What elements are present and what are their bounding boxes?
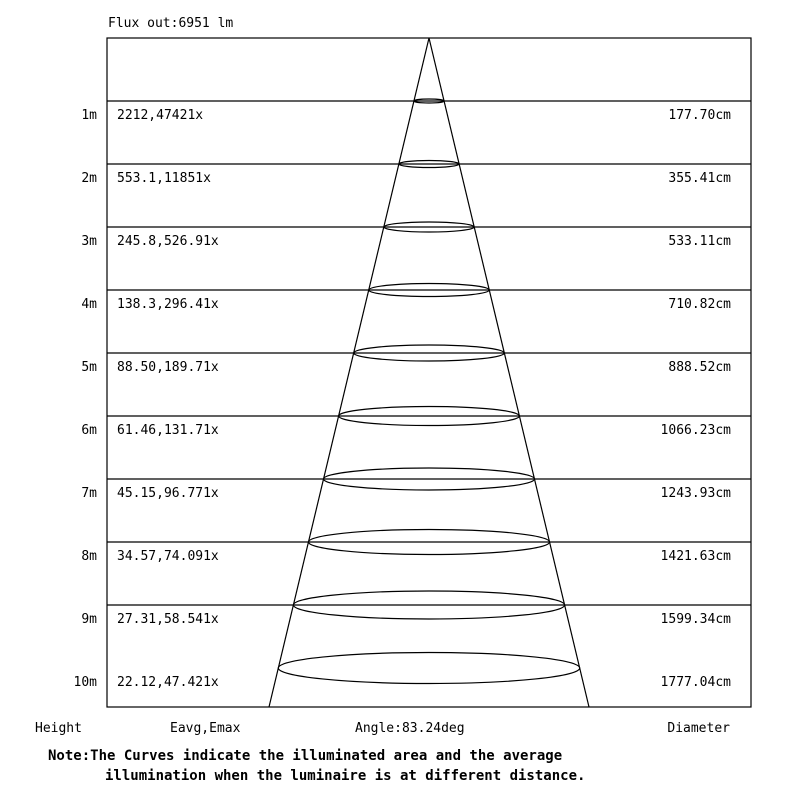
row-diameter-label: 888.52cm bbox=[668, 360, 731, 375]
row-diameter-label: 710.82cm bbox=[668, 297, 731, 312]
flux-label: Flux out:6951 lm bbox=[108, 16, 234, 31]
row-illuminance-label: 553.1,11851x bbox=[117, 171, 211, 186]
row-diameter-label: 1599.34cm bbox=[660, 612, 731, 627]
row-illuminance-label: 245.8,526.91x bbox=[117, 234, 219, 249]
row-height-label: 9m bbox=[81, 612, 97, 627]
beam-cross-sections bbox=[278, 99, 579, 684]
row-height-label: 6m bbox=[81, 423, 97, 438]
row-illuminance-label: 138.3,296.41x bbox=[117, 297, 219, 312]
height-axis-label: Height bbox=[35, 721, 82, 736]
note-line-2: illumination when the luminaire is at different distance. bbox=[105, 768, 586, 784]
beam-ellipse bbox=[278, 653, 579, 684]
row-illuminance-label: 34.57,74.091x bbox=[117, 549, 219, 564]
row-height-label: 10m bbox=[73, 675, 97, 690]
diameter-axis-label: Diameter bbox=[667, 721, 730, 736]
beam-angle-label: Angle:83.24deg bbox=[355, 721, 465, 736]
eavg-emax-label: Eavg,Emax bbox=[170, 721, 241, 736]
row-height-label: 4m bbox=[81, 297, 97, 312]
row-diameter-label: 1066.23cm bbox=[660, 423, 731, 438]
row-height-label: 8m bbox=[81, 549, 97, 564]
row-height-label: 3m bbox=[81, 234, 97, 249]
row-illuminance-label: 2212,47421x bbox=[117, 108, 204, 123]
row-diameter-label: 1421.63cm bbox=[660, 549, 731, 564]
row-illuminance-label: 27.31,58.541x bbox=[117, 612, 219, 627]
beam-edge-right bbox=[429, 38, 589, 707]
row-diameter-label: 1243.93cm bbox=[660, 486, 731, 501]
row-diameter-label: 355.41cm bbox=[668, 171, 731, 186]
row-height-label: 7m bbox=[81, 486, 97, 501]
row-illuminance-label: 88.50,189.71x bbox=[117, 360, 219, 375]
row-illuminance-label: 61.46,131.71x bbox=[117, 423, 219, 438]
beam-edge-left bbox=[269, 38, 429, 707]
row-diameter-label: 1777.04cm bbox=[660, 675, 731, 690]
row-height-label: 2m bbox=[81, 171, 97, 186]
row-height-label: 5m bbox=[81, 360, 97, 375]
row-labels bbox=[74, 108, 732, 690]
note-line-1: Note:The Curves indicate the illuminated area and the average bbox=[48, 748, 563, 764]
row-diameter-label: 533.11cm bbox=[668, 234, 731, 249]
row-height-label: 1m bbox=[81, 108, 97, 123]
row-illuminance-label: 22.12,47.421x bbox=[117, 675, 219, 690]
row-illuminance-label: 45.15,96.771x bbox=[117, 486, 219, 501]
row-diameter-label: 177.70cm bbox=[668, 108, 731, 123]
